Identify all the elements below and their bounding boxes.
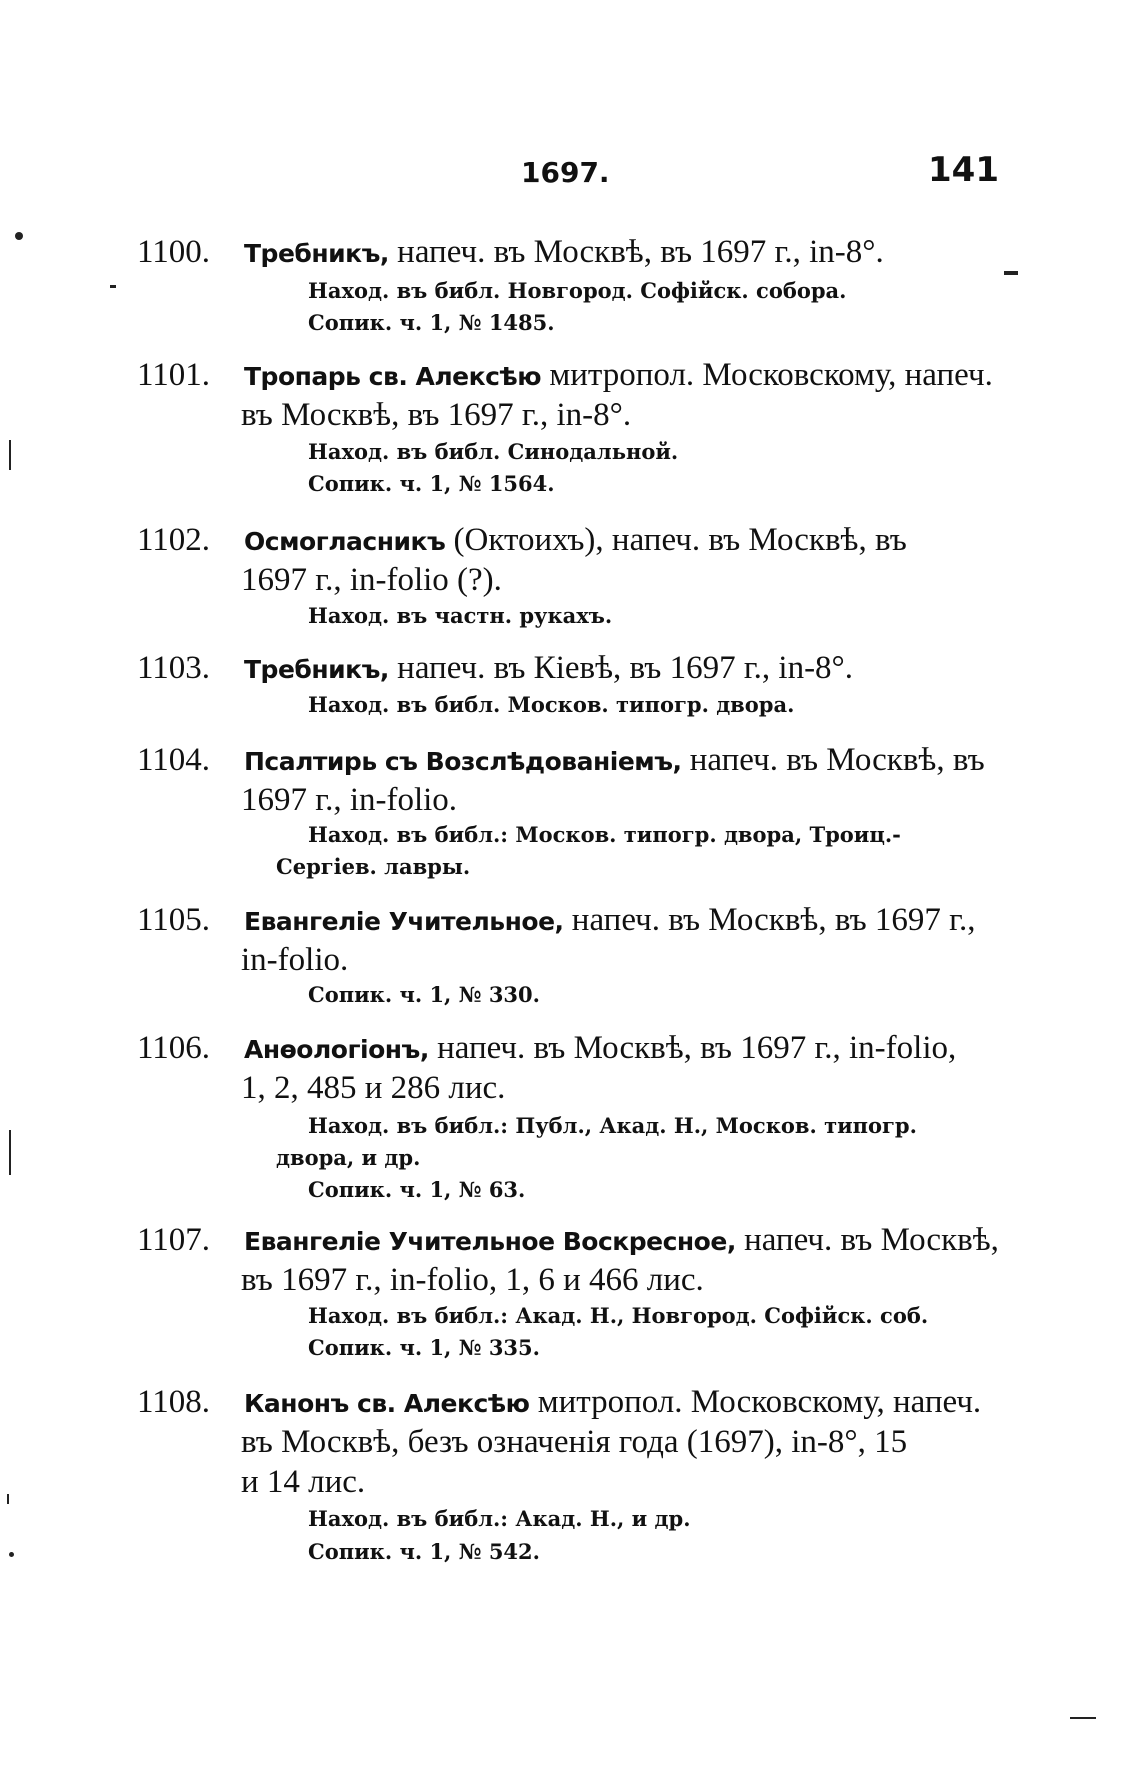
entry-note: Сергіев. лавры. [276, 854, 471, 879]
entry-text: митропол. Московскому, напеч. [529, 1384, 982, 1420]
entry-number: 1106. [137, 1030, 211, 1066]
scan-speck [9, 440, 11, 470]
page-header [0, 150, 1140, 200]
entry-number: 1104. [137, 742, 211, 778]
entry-title: Тропарь св. Алексѣю [244, 362, 542, 391]
entry-text: напеч. въ Москвѣ, въ [681, 742, 985, 778]
scan-speck [9, 1552, 14, 1557]
entry-first-line [244, 355, 993, 397]
entry-number: 1107. [137, 1222, 211, 1258]
entry-note: Наход. въ библ. Москов. типогр. двора. [308, 692, 795, 717]
entry-text: напеч. въ Москвѣ, въ 1697 г., in-8°. [388, 234, 884, 270]
entry-first-line [244, 900, 975, 942]
entry-title: Осмогласникъ [244, 527, 446, 556]
entry-note: Наход. въ библ. Синодальной. [308, 439, 679, 464]
entry-number: 1102. [137, 522, 211, 558]
entry-first-line [244, 1220, 999, 1262]
entry-continuation: и 14 лис. [241, 1464, 366, 1500]
entry-title: Требникъ, [244, 239, 389, 268]
entry-text: напеч. въ Москвѣ, въ 1697 г., in-folio, [428, 1030, 957, 1066]
entry-note: Сопик. ч. 1, № 1564. [308, 471, 555, 496]
scan-speck [1004, 271, 1018, 275]
entry-number: 1101. [137, 357, 211, 393]
entry-continuation: 1, 2, 485 и 286 лис. [241, 1070, 506, 1106]
entry-note: Наход. въ библ.: Публ., Акад. Н., Москов. типогр. [308, 1113, 917, 1138]
entry-note: двора, и др. [276, 1145, 421, 1170]
entry-note: Наход. въ библ. Новгород. Софійск. собора. [308, 278, 847, 303]
entry-note: Сопик. ч. 1, № 335. [308, 1335, 540, 1360]
entry-note: Наход. въ библ.: Акад. Н., и др. [308, 1506, 691, 1531]
entry-title: Канонъ св. Алексѣю [244, 1389, 530, 1418]
entry-title: Евангеліе Учительное, [244, 907, 564, 936]
entry-note: Наход. въ частн. рукахъ. [308, 603, 613, 628]
entry-note: Сопик. ч. 1, № 1485. [308, 310, 555, 335]
scan-speck [1070, 1717, 1096, 1719]
entry-first-line [244, 520, 907, 562]
entry-text: напеч. въ Кіевѣ, въ 1697 г., in-8°. [388, 650, 854, 686]
entry-continuation: 1697 г., in-folio (?). [241, 562, 502, 598]
entry-number: 1105. [137, 902, 211, 938]
scan-speck [110, 285, 116, 288]
entry-title: Псалтирь съ Возслѣдованіемъ, [244, 747, 682, 776]
scan-speck [15, 232, 23, 240]
entry-title: Анѳологіонъ, [244, 1035, 429, 1064]
entry-first-line [244, 1382, 981, 1424]
entry-continuation: въ Москвѣ, безъ означенія года (1697), in-8°, 15 [241, 1424, 908, 1460]
entry-note: Сопик. ч. 1, № 330. [308, 982, 540, 1007]
entry-title: Евангеліе Учительное Воскресное, [244, 1227, 736, 1256]
entry-continuation: 1697 г., in-folio. [241, 782, 458, 818]
entry-text: (Октоихъ), напеч. въ Москвѣ, въ [445, 522, 907, 558]
scan-speck [7, 1494, 9, 1504]
entry-continuation: въ 1697 г., in-folio, 1, 6 и 466 лис. [241, 1262, 704, 1298]
entry-continuation: in-folio. [241, 942, 349, 978]
entry-note: Сопик. ч. 1, № 63. [308, 1177, 526, 1202]
entry-text: напеч. въ Москвѣ, въ 1697 г., [563, 902, 976, 938]
page-number: 141 [928, 150, 999, 190]
entry-first-line [244, 648, 853, 690]
scan-speck [9, 1130, 11, 1175]
entry-note: Наход. въ библ.: Москов. типогр. двора, Троиц.- [308, 822, 901, 847]
entry-number: 1100. [137, 234, 211, 270]
entry-text: митропол. Московскому, напеч. [541, 357, 993, 393]
entry-text: напеч. въ Москвѣ, [735, 1222, 999, 1258]
entry-number: 1103. [137, 650, 211, 686]
entry-title: Требникъ, [244, 655, 389, 684]
entry-first-line [244, 740, 985, 782]
header-year: 1697. [521, 156, 610, 189]
entry-first-line [244, 232, 884, 274]
entry-continuation: въ Москвѣ, въ 1697 г., in-8°. [241, 397, 632, 433]
entry-note: Сопик. ч. 1, № 542. [308, 1539, 540, 1564]
entry-first-line [244, 1028, 956, 1070]
entry-number: 1108. [137, 1384, 211, 1420]
entry-note: Наход. въ библ.: Акад. Н., Новгород. Софійск. соб. [308, 1303, 929, 1328]
